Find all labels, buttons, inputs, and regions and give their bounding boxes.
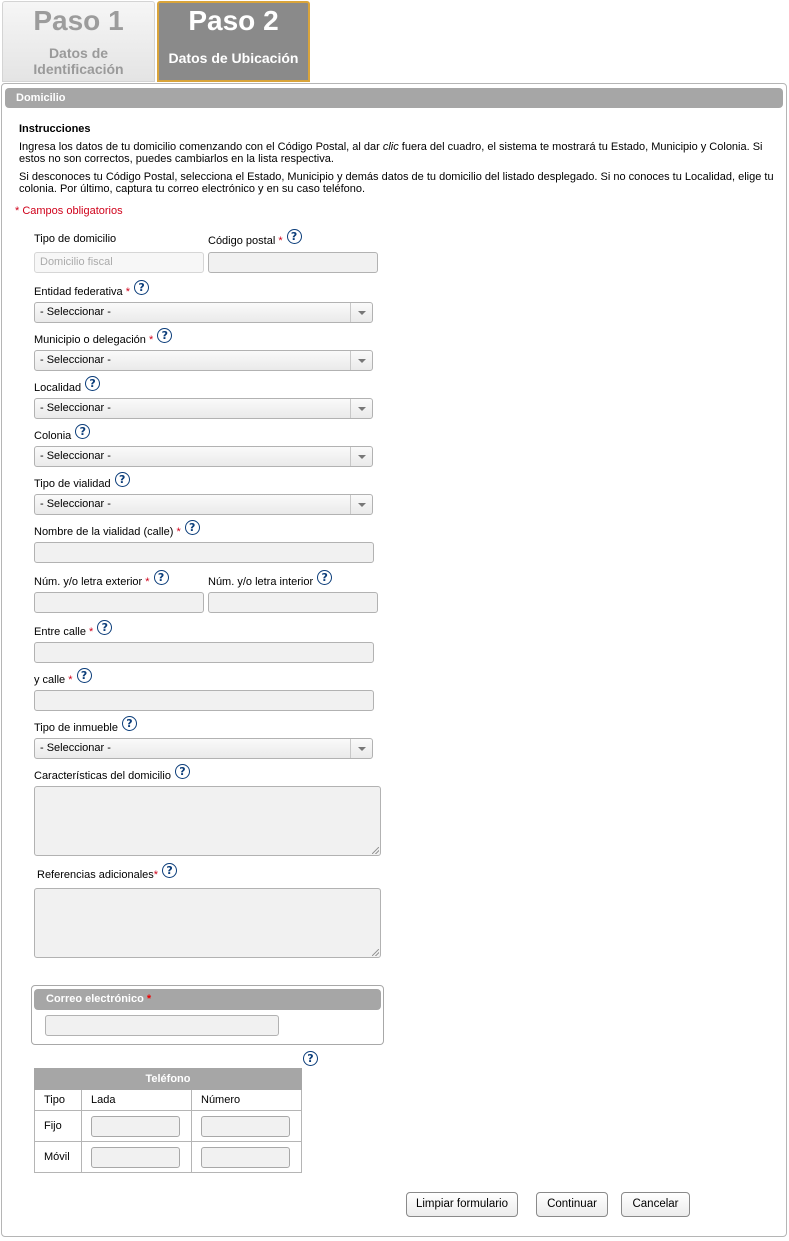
tipo-domicilio-input: Domicilio fiscal bbox=[34, 252, 204, 273]
help-icon[interactable]: ? bbox=[77, 668, 92, 683]
help-icon[interactable]: ? bbox=[157, 328, 172, 343]
tipo-vialidad-select[interactable]: - Seleccionar - bbox=[34, 494, 373, 515]
phone-col-tipo: Tipo bbox=[35, 1090, 82, 1111]
phone-help-icon[interactable]: ? bbox=[303, 1051, 318, 1066]
tipo-vialidad-label: Tipo de vialidad ? bbox=[34, 476, 130, 491]
instructions-paragraph-2: Si desconoces tu Código Postal, selecciona el Estado, Municipio y demás datos de tu domicilio del listado desplegado. Si no conoces tu Localidad, elige tu colonia. Por último, captura tu correo electrónico y en su caso teléfono. bbox=[19, 171, 774, 195]
help-icon[interactable]: ? bbox=[97, 620, 112, 635]
fijo-numero-input[interactable] bbox=[201, 1116, 290, 1137]
instructions-title: Instrucciones bbox=[19, 123, 91, 135]
num-exterior-label: Núm. y/o letra exterior * ? bbox=[34, 574, 169, 589]
panel-title: Domicilio bbox=[5, 88, 783, 108]
phone-col-numero: Número bbox=[192, 1090, 302, 1111]
codigo-postal-input[interactable] bbox=[208, 252, 378, 273]
phone-table-title: Teléfono bbox=[35, 1069, 302, 1090]
y-calle-label: y calle * ? bbox=[34, 672, 92, 687]
help-icon[interactable]: ? bbox=[287, 229, 302, 244]
step-1-title bbox=[3, 45, 154, 77]
num-interior-input[interactable] bbox=[208, 592, 378, 613]
step-1-number: Paso 1 bbox=[33, 5, 124, 36]
movil-numero-input[interactable] bbox=[201, 1147, 290, 1168]
help-icon[interactable]: ? bbox=[154, 570, 169, 585]
email-input[interactable] bbox=[45, 1015, 279, 1036]
instructions-paragraph-1: Ingresa los datos de tu domicilio comenzando con el Código Postal, al dar clic fuera del cuadro, el sistema te mostrará tu Estado, Municipio y Colonia. Si estos no son correctos, puedes cambiarlos en la lista respectiva. bbox=[19, 141, 763, 165]
table-row bbox=[35, 1142, 302, 1173]
chevron-down-icon bbox=[350, 447, 372, 466]
email-title: Correo electrónico * bbox=[34, 989, 381, 1010]
help-icon[interactable]: ? bbox=[162, 863, 177, 878]
required-fields-note: * Campos obligatorios bbox=[15, 205, 123, 217]
help-icon[interactable]: ? bbox=[134, 280, 149, 295]
colonia-select[interactable]: - Seleccionar - bbox=[34, 446, 373, 467]
help-icon[interactable]: ? bbox=[175, 764, 190, 779]
movil-lada-input[interactable] bbox=[91, 1147, 180, 1168]
colonia-label: Colonia ? bbox=[34, 428, 90, 443]
help-icon[interactable]: ? bbox=[122, 716, 137, 731]
tipo-inmueble-select[interactable]: - Seleccionar - bbox=[34, 738, 373, 759]
chevron-down-icon bbox=[350, 739, 372, 758]
y-calle-input[interactable] bbox=[34, 690, 374, 711]
resize-grip-icon[interactable] bbox=[372, 847, 379, 854]
step-2-number: Paso 2 bbox=[188, 5, 279, 36]
chevron-down-icon bbox=[350, 399, 372, 418]
phone-row-tipo: Fijo bbox=[35, 1111, 82, 1142]
step-1-tab[interactable] bbox=[2, 1, 155, 82]
num-exterior-input[interactable] bbox=[34, 592, 204, 613]
step-2-title: Datos de Ubicación bbox=[168, 50, 299, 66]
referencias-textarea[interactable] bbox=[34, 888, 381, 958]
codigo-postal-label: Código postal * ? bbox=[208, 233, 302, 248]
continue-button[interactable]: Continuar bbox=[536, 1192, 608, 1217]
nombre-vialidad-input[interactable] bbox=[34, 542, 374, 563]
help-icon[interactable]: ? bbox=[85, 376, 100, 391]
tipo-inmueble-label: Tipo de inmueble ? bbox=[34, 720, 137, 735]
help-icon[interactable]: ? bbox=[185, 520, 200, 535]
entidad-select[interactable]: - Seleccionar - bbox=[34, 302, 373, 323]
municipio-label: Municipio o delegación * ? bbox=[34, 332, 172, 347]
help-icon[interactable]: ? bbox=[317, 570, 332, 585]
help-icon[interactable]: ? bbox=[115, 472, 130, 487]
resize-grip-icon[interactable] bbox=[372, 949, 379, 956]
cancel-button[interactable]: Cancelar bbox=[621, 1192, 690, 1217]
referencias-label: Referencias adicionales* ? bbox=[37, 867, 177, 882]
step-2-tab[interactable] bbox=[157, 1, 310, 82]
localidad-select[interactable]: - Seleccionar - bbox=[34, 398, 373, 419]
num-interior-label: Núm. y/o letra interior ? bbox=[208, 574, 332, 589]
clear-form-button[interactable]: Limpiar formulario bbox=[406, 1192, 518, 1217]
help-icon[interactable]: ? bbox=[75, 424, 90, 439]
step-1-title-line1: Datos de bbox=[48, 45, 109, 61]
tipo-domicilio-label: Tipo de domicilio bbox=[34, 233, 117, 245]
localidad-label: Localidad ? bbox=[34, 380, 100, 395]
phone-row-tipo: Móvil bbox=[35, 1142, 82, 1173]
step-1-title-line2: Identificación bbox=[33, 61, 124, 77]
caracteristicas-label: Características del domicilio ? bbox=[34, 768, 190, 783]
chevron-down-icon bbox=[350, 303, 372, 322]
phone-col-lada: Lada bbox=[82, 1090, 192, 1111]
caracteristicas-textarea[interactable] bbox=[34, 786, 381, 856]
municipio-select[interactable]: - Seleccionar - bbox=[34, 350, 373, 371]
entidad-label: Entidad federativa * ? bbox=[34, 284, 149, 299]
chevron-down-icon bbox=[350, 351, 372, 370]
entre-calle-input[interactable] bbox=[34, 642, 374, 663]
entre-calle-label: Entre calle * ? bbox=[34, 624, 112, 639]
fijo-lada-input[interactable] bbox=[91, 1116, 180, 1137]
chevron-down-icon bbox=[350, 495, 372, 514]
phone-table bbox=[34, 1068, 302, 1173]
table-row bbox=[35, 1111, 302, 1142]
nombre-vialidad-label: Nombre de la vialidad (calle) * ? bbox=[34, 524, 200, 539]
